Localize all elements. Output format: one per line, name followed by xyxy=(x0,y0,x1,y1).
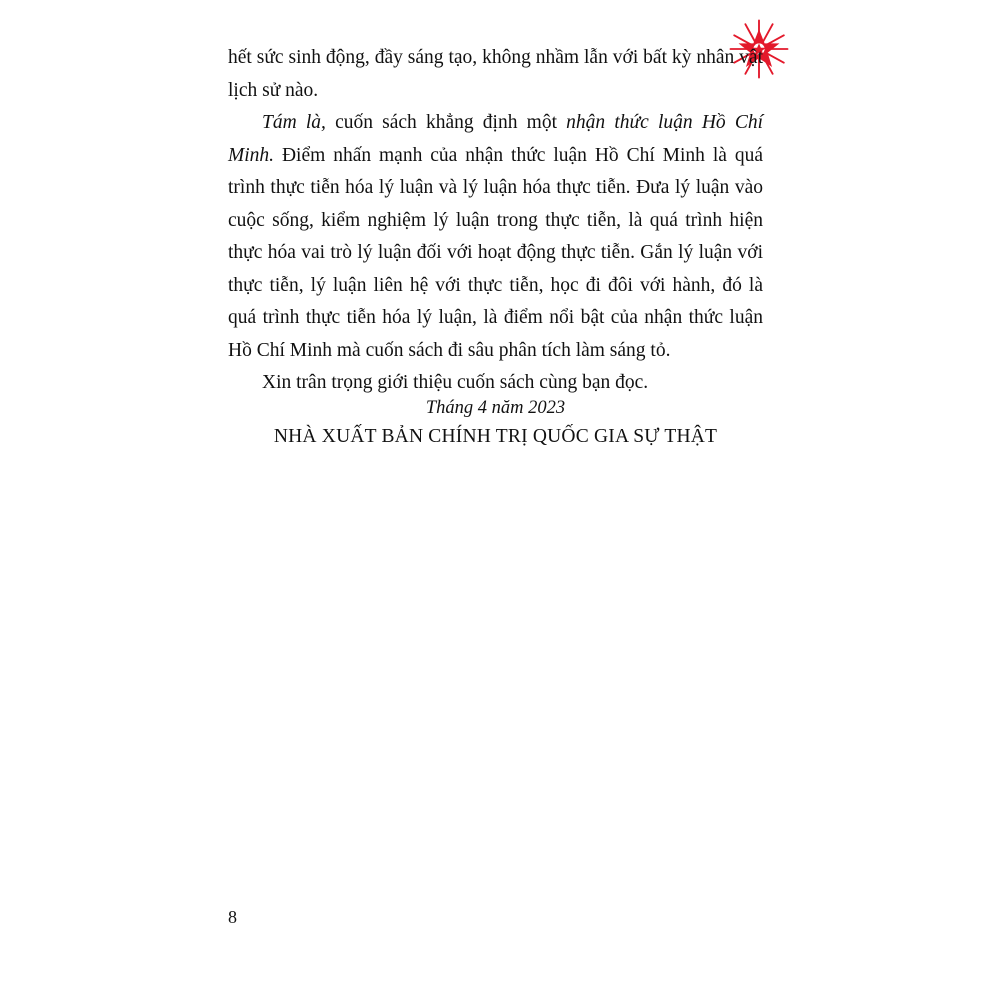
text-run: cuốn sách khẳng định một xyxy=(325,112,567,133)
text-run: hết sức sinh động, đầy sáng tạo, không nhầm lẫn với bất kỳ nhân vật lịch sử nào. xyxy=(228,47,763,101)
text-run-italic-lead: Tám là, xyxy=(262,112,326,133)
signature-date: Tháng 4 năm 2023 xyxy=(425,398,566,418)
text-run: Điểm nhấn mạnh của nhận thức luận Hồ Chí Minh là quá trình thực tiễn hóa lý luận và lý luận hóa thực tiễn. Đưa lý luận vào cuộc sống, kiểm nghiệm lý luận trong thực tiễn, là quá trình hiện thực hóa vai trò lý luận đối với hoạt động thực tiễn. Gắn lý luận với thực tiễn, lý luận liên hệ với thực tiễn, học đi đôi với hành, đó là quá trình thực tiễn hóa lý luận, là điểm nổi bật của nhận thức luận Hồ Chí Minh mà cuốn sách đi sâu phân tích làm sáng tỏ. xyxy=(228,144,763,361)
text-run: Xin trân trọng giới thiệu cuốn sách cùng bạn đọc. xyxy=(262,372,649,393)
text-run-italic-term: nhận thức luận Hồ Chí Minh. xyxy=(228,112,763,166)
body-text-column xyxy=(228,42,763,400)
page-number: 8 xyxy=(228,907,237,927)
signature-block xyxy=(228,394,763,452)
signature-publisher: NHÀ XUẤT BẢN CHÍNH TRỊ QUỐC GIA SỰ THẬT xyxy=(273,426,718,447)
paragraph-continuation xyxy=(228,42,763,107)
paragraph-eighth-point xyxy=(228,107,763,367)
